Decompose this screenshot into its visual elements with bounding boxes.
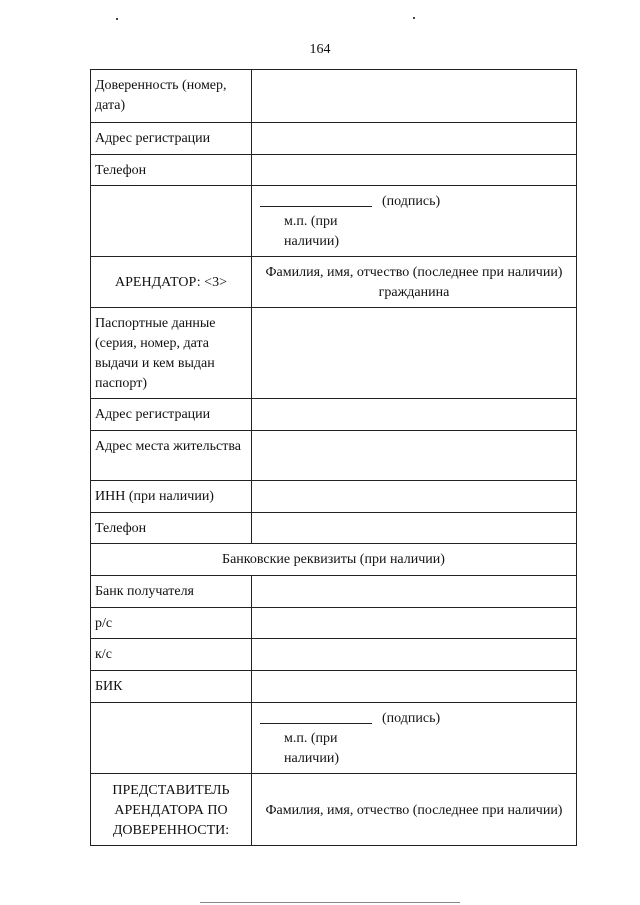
correspondent-account-label: к/с xyxy=(91,639,252,671)
table-row xyxy=(91,513,577,544)
table-row xyxy=(91,703,577,774)
power-of-attorney-label: Доверенность (номер, дата) xyxy=(91,70,252,123)
table-row xyxy=(91,70,577,123)
signature-caption: (подпись) xyxy=(382,194,441,209)
table-row xyxy=(91,155,577,186)
table-row xyxy=(91,431,577,481)
registration-address-label: Адрес регистрации xyxy=(91,399,252,431)
empty-cell xyxy=(91,703,252,774)
empty-cell xyxy=(91,186,252,257)
phone-field[interactable] xyxy=(252,155,577,186)
table-row xyxy=(91,639,577,671)
correspondent-account-field[interactable] xyxy=(252,639,577,671)
table-row xyxy=(91,774,577,846)
seal-caption: м.п. (при наличии) xyxy=(284,731,339,766)
table-row xyxy=(91,481,577,513)
residence-address-field[interactable] xyxy=(252,431,577,481)
bik-label: БИК xyxy=(91,671,252,703)
power-of-attorney-field[interactable] xyxy=(252,70,577,123)
table-row xyxy=(91,399,577,431)
bank-label: Банк получателя xyxy=(91,576,252,608)
registration-address-field[interactable] xyxy=(252,123,577,155)
table-row xyxy=(91,608,577,639)
phone-label: Телефон xyxy=(91,513,252,544)
lease-parties-table xyxy=(90,69,577,846)
bank-field[interactable] xyxy=(252,576,577,608)
lessee-name-caption: Фамилия, имя, отчество (последнее при наличии) гражданина xyxy=(252,257,577,308)
scan-edge-line xyxy=(200,902,460,903)
passport-field[interactable] xyxy=(252,308,577,399)
scan-speck xyxy=(116,18,118,20)
signature-block xyxy=(252,703,577,774)
inn-field[interactable] xyxy=(252,481,577,513)
passport-label: Паспортные данные (серия, номер, дата выдачи и кем выдан паспорт) xyxy=(91,308,252,399)
table-row xyxy=(91,186,577,257)
phone-label: Телефон xyxy=(91,155,252,186)
settlement-account-label: р/с xyxy=(91,608,252,639)
table-row xyxy=(91,257,577,308)
scan-speck xyxy=(413,17,415,19)
registration-address-label: Адрес регистрации xyxy=(91,123,252,155)
lessee-heading: АРЕНДАТОР: <3> xyxy=(91,257,252,308)
table-row xyxy=(91,671,577,703)
table-row xyxy=(91,123,577,155)
residence-address-label: Адрес места жительства xyxy=(91,431,252,481)
table-row xyxy=(91,544,577,576)
representative-heading: ПРЕДСТАВИТЕЛЬ АРЕНДАТОРА ПО ДОВЕРЕННОСТИ: xyxy=(91,774,252,846)
bik-field[interactable] xyxy=(252,671,577,703)
seal-caption: м.п. (при наличии) xyxy=(284,214,339,249)
table-row xyxy=(91,308,577,399)
table-row xyxy=(91,576,577,608)
signature-block xyxy=(252,186,577,257)
signature-line[interactable] xyxy=(260,709,372,724)
bank-details-heading: Банковские реквизиты (при наличии) xyxy=(91,544,577,576)
signature-line[interactable] xyxy=(260,192,372,207)
registration-address-field[interactable] xyxy=(252,399,577,431)
phone-field[interactable] xyxy=(252,513,577,544)
representative-name-caption: Фамилия, имя, отчество (последнее при наличии) xyxy=(252,774,577,846)
page-number: 164 xyxy=(309,42,331,57)
inn-label: ИНН (при наличии) xyxy=(91,481,252,513)
signature-caption: (подпись) xyxy=(382,711,441,726)
settlement-account-field[interactable] xyxy=(252,608,577,639)
